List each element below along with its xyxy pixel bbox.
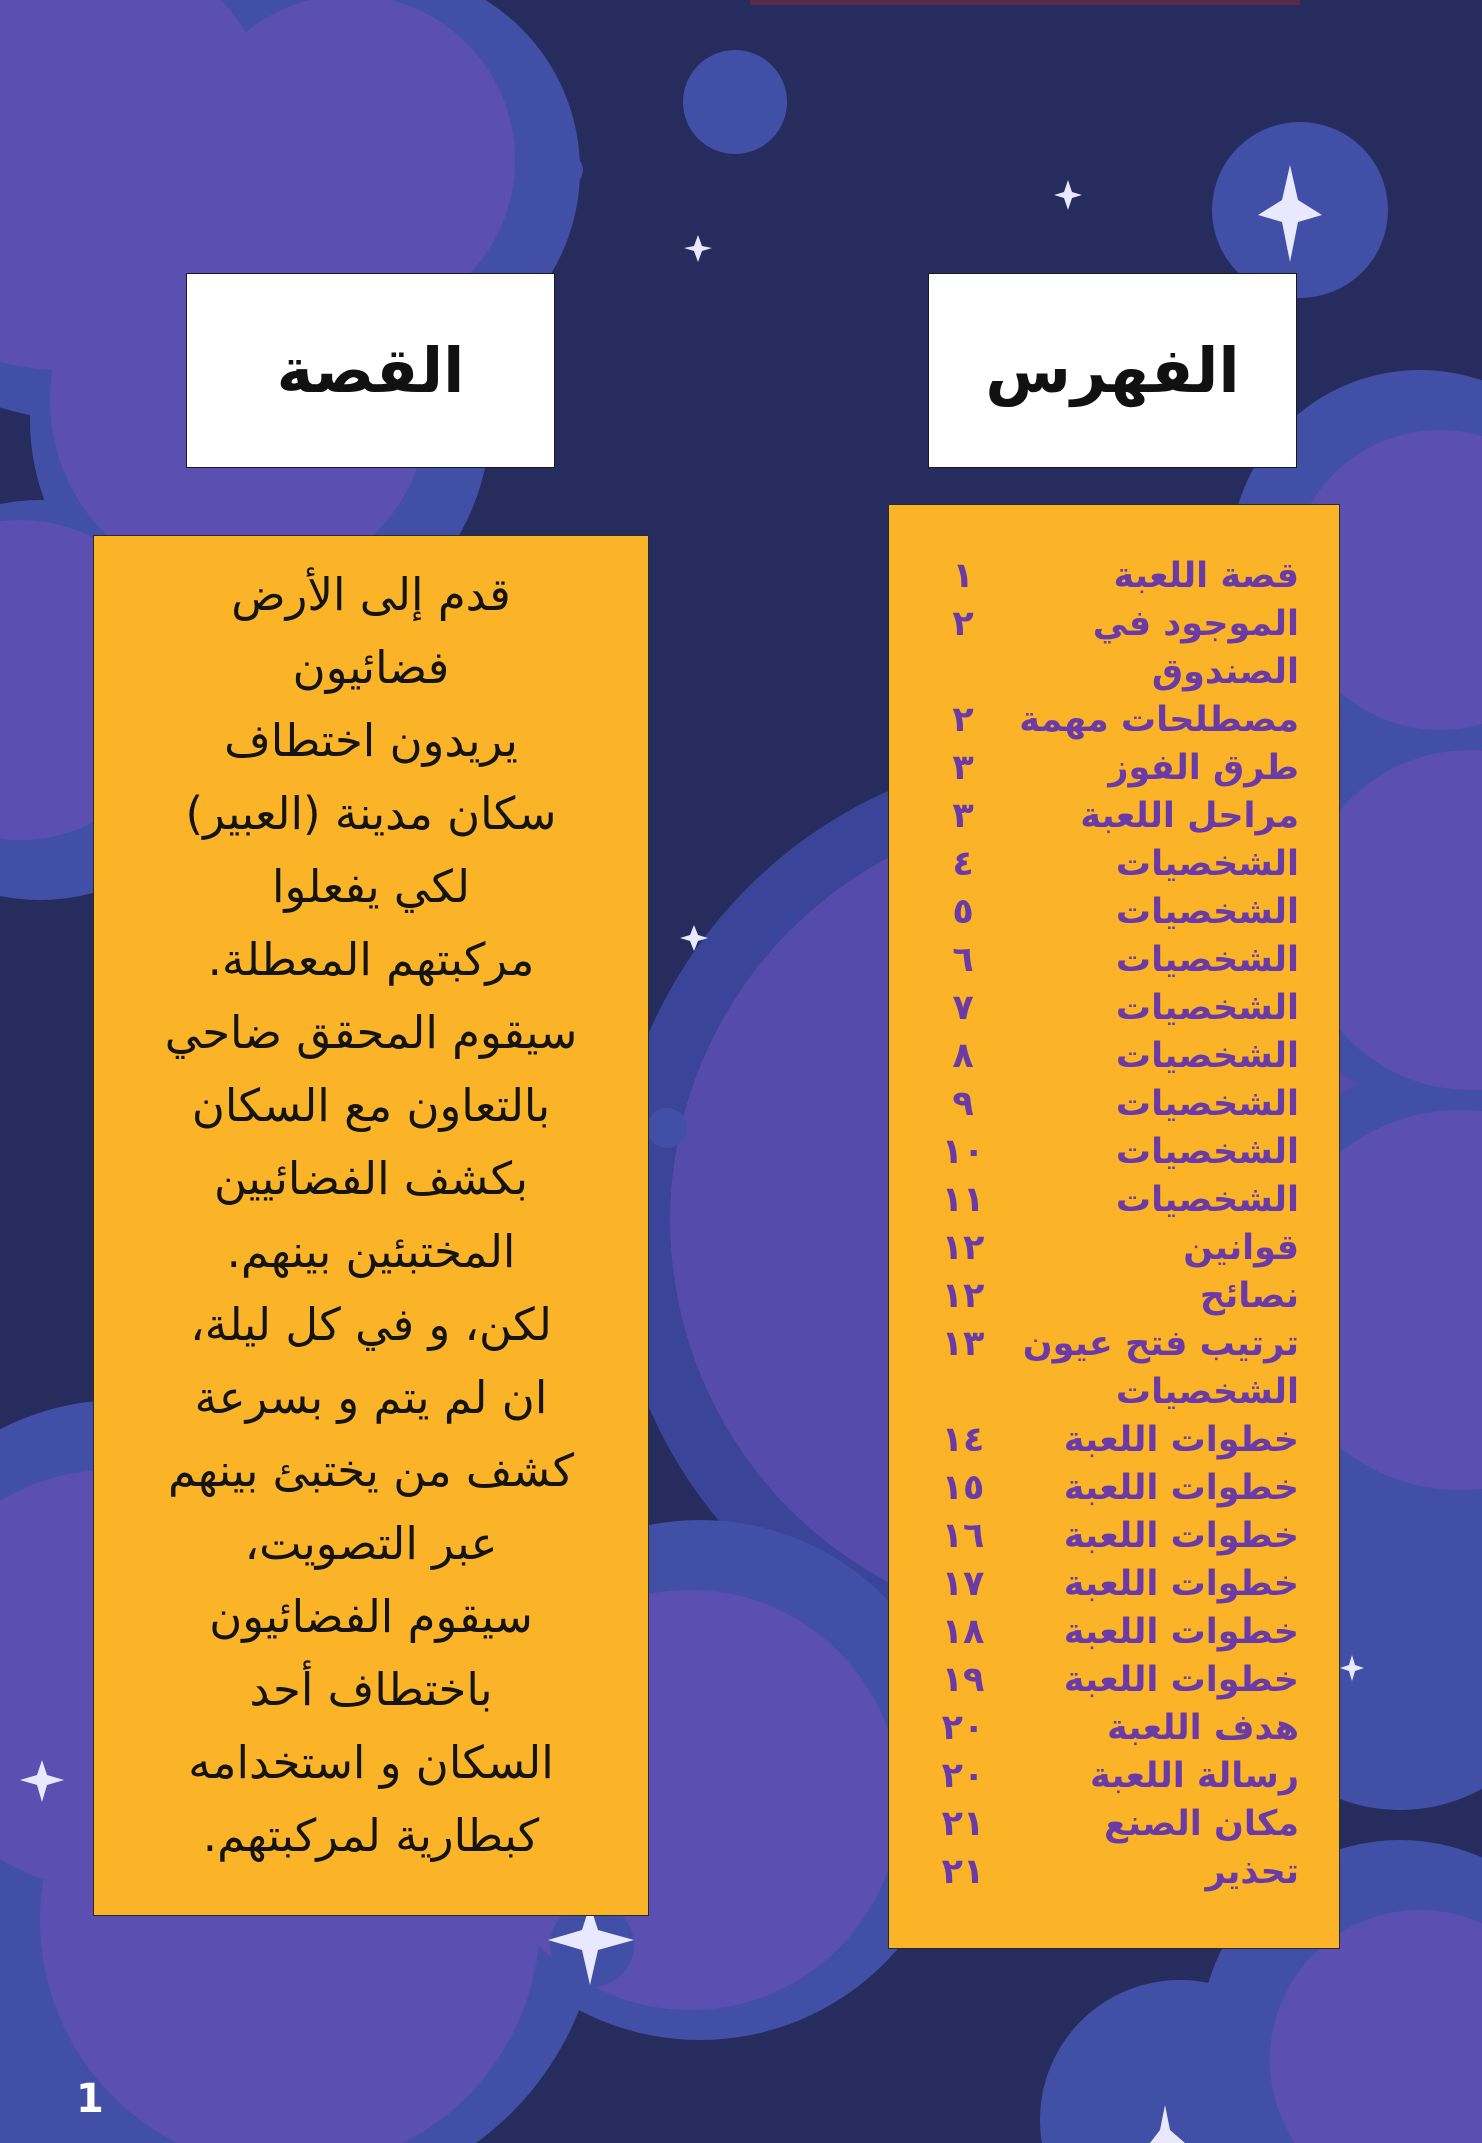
toc-page-number: ١٩ (941, 1660, 985, 1700)
toc-entry (889, 744, 1339, 792)
toc-entry (889, 1416, 1339, 1464)
story-line: سيقوم الفضائيون (209, 1590, 533, 1643)
toc-label: خطوات اللعبة (1063, 1612, 1299, 1652)
toc-label: الموجود في الصندوق (1092, 604, 1299, 692)
story-line: عبر التصويت، (244, 1517, 498, 1570)
toc-entry (889, 1128, 1339, 1176)
toc-page-number: ١٠ (941, 1132, 985, 1172)
toc-label: نصائح (1199, 1276, 1299, 1316)
toc-entry (889, 552, 1339, 600)
page-number: 1 (76, 2076, 104, 2122)
story-panel (93, 535, 649, 1916)
toc-entry (889, 1176, 1339, 1224)
toc-label: الشخصيات (1115, 1180, 1299, 1220)
toc-page-number: ٤ (952, 844, 974, 884)
toc-page-number: ٥ (952, 892, 974, 932)
toc-entry (889, 888, 1339, 936)
toc-page-number: ١٧ (941, 1564, 985, 1604)
toc-page-number: ٩ (952, 1084, 974, 1124)
index-panel (888, 504, 1340, 1949)
toc-label: الشخصيات (1115, 988, 1299, 1028)
toc-page-number: ١٥ (941, 1468, 985, 1508)
toc-label: طرق الفوز (1108, 748, 1299, 788)
toc-label: الشخصيات (1115, 892, 1299, 932)
toc-label: تحذير (1205, 1852, 1299, 1892)
story-line: لكن، و في كل ليلة، (190, 1298, 552, 1351)
toc-entry (889, 1800, 1339, 1848)
toc-label: رسالة اللعبة (1090, 1756, 1299, 1796)
toc-page-number: ٣ (952, 796, 974, 836)
toc-label: خطوات اللعبة (1063, 1468, 1299, 1508)
story-line: بالتعاون مع السكان (191, 1079, 551, 1132)
toc-page-number: ٦ (952, 940, 974, 980)
toc-label: مصطلحات مهمة (1019, 700, 1299, 740)
story-line: بكشف الفضائيين (213, 1152, 529, 1205)
toc-page-number: ١١ (941, 1180, 985, 1220)
toc-page-number: ١٦ (941, 1516, 985, 1556)
toc-page-number: ٢١ (941, 1804, 985, 1844)
toc-entry (889, 1272, 1339, 1320)
toc-label: خطوات اللعبة (1063, 1420, 1299, 1460)
toc-label: مكان الصنع (1103, 1804, 1299, 1844)
toc-label: خطوات اللعبة (1063, 1516, 1299, 1556)
toc-entry (889, 1752, 1339, 1800)
toc-page-number: ١٨ (941, 1612, 985, 1652)
toc-entry (889, 1224, 1339, 1272)
toc-page-number: ٧ (952, 988, 974, 1028)
toc-entry (889, 1608, 1339, 1656)
toc-page-number: ١٢ (941, 1276, 985, 1316)
story-line: فضائيون (292, 641, 450, 694)
toc-label: خطوات اللعبة (1063, 1660, 1299, 1700)
story-line: لكي يفعلوا (271, 860, 471, 913)
story-line: كشف من يختبئ بينهم (167, 1444, 575, 1497)
toc-page-number: ٢٠ (941, 1756, 985, 1796)
toc-label: الشخصيات (1115, 844, 1299, 884)
toc-label: ترتيب فتح عيون الشخصيات (1022, 1324, 1299, 1412)
toc-label: قوانين (1183, 1228, 1299, 1268)
toc-entry (889, 1320, 1339, 1416)
toc-page-number: ٢ (952, 604, 974, 644)
toc-entry (889, 600, 1339, 696)
toc-page-number: ٨ (952, 1036, 974, 1076)
story-line: قدم إلى الأرض (231, 568, 511, 621)
toc-entry (889, 1080, 1339, 1128)
toc-entry (889, 792, 1339, 840)
toc-label: هدف اللعبة (1106, 1708, 1299, 1748)
story-line: السكان و استخدامه (188, 1736, 554, 1789)
toc-label: الشخصيات (1115, 1132, 1299, 1172)
toc-page-number: ٢٠ (941, 1708, 985, 1748)
toc-page-number: ١٣ (941, 1324, 985, 1364)
toc-label: خطوات اللعبة (1063, 1564, 1299, 1604)
toc-entry (889, 1464, 1339, 1512)
story-line: سكان مدينة (العبير) (185, 787, 557, 840)
story-line: ان لم يتم و بسرعة (194, 1371, 548, 1424)
story-line: المختبئين بينهم. (226, 1225, 516, 1278)
toc-page-number: ١ (952, 556, 974, 596)
toc-page-number: ٣ (952, 748, 974, 788)
toc-page-number: ٢ (952, 700, 974, 740)
story-line: مركبتهم المعطلة. (207, 933, 535, 986)
toc-entry (889, 1032, 1339, 1080)
toc-label: الشخصيات (1115, 1084, 1299, 1124)
story-line: يريدون اختطاف (224, 714, 518, 767)
toc-entry (889, 936, 1339, 984)
toc-entry (889, 840, 1339, 888)
toc-entry (889, 1656, 1339, 1704)
toc-label: مراحل اللعبة (1080, 796, 1299, 836)
toc-entry (889, 984, 1339, 1032)
story-line: باختطاف أحد (249, 1663, 493, 1716)
toc-entry (889, 1512, 1339, 1560)
toc-label: قصة اللعبة (1113, 556, 1299, 596)
toc-entry (889, 1704, 1339, 1752)
toc-label: الشخصيات (1115, 1036, 1299, 1076)
toc-page-number: ٢١ (941, 1852, 985, 1892)
toc-entry (889, 696, 1339, 744)
toc-page-number: ١٤ (941, 1420, 985, 1460)
story-line: سيقوم المحقق ضاحي (164, 1006, 578, 1059)
toc-entry (889, 1560, 1339, 1608)
index-title: الفهرس (928, 273, 1297, 468)
story-line: كبطارية لمركبتهم. (202, 1809, 540, 1862)
toc-label: الشخصيات (1115, 940, 1299, 980)
toc-entry (889, 1848, 1339, 1896)
toc-page-number: ١٢ (941, 1228, 985, 1268)
story-title: القصة (186, 273, 555, 468)
